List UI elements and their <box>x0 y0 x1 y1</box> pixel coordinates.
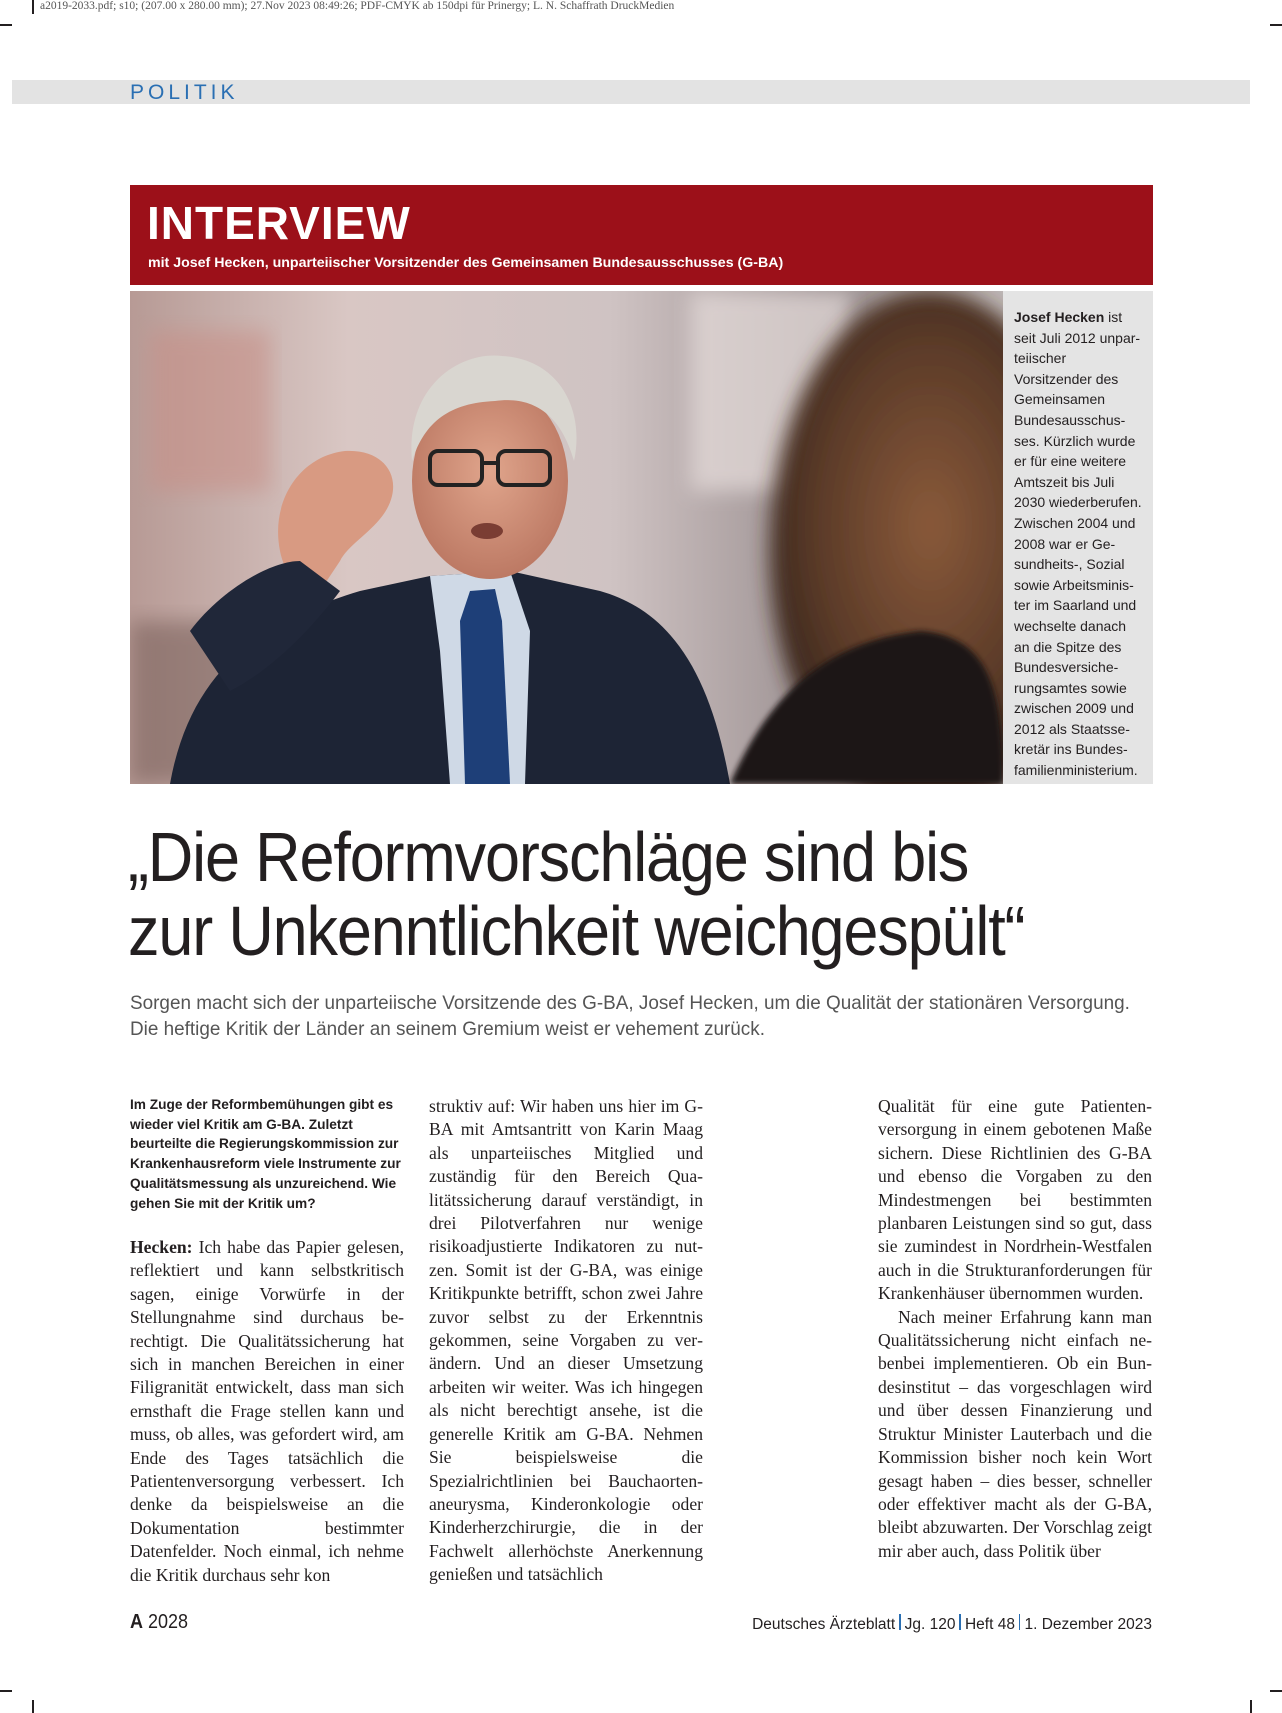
crop-mark-bottom-left-h <box>0 1690 12 1692</box>
crop-mark-bottom-left <box>32 1700 34 1713</box>
interview-banner <box>130 185 1153 285</box>
interview-photo-icon <box>130 291 1003 784</box>
article-column-2 <box>429 1095 703 1587</box>
print-slug: a2019-2033.pdf; s10; (207.00 x 280.00 mm); 27.Nov 2023 08:49:26; PDF-CMYK ab 150dpi für Prinergy; L. N. Schaffrath DruckMedien <box>40 0 675 12</box>
interview-title: INTERVIEW <box>147 197 411 249</box>
article-column-1 <box>130 1236 404 1587</box>
crop-mark-bottom-right <box>1250 1700 1252 1713</box>
crop-mark-bottom-right-h <box>1270 1690 1282 1692</box>
bio-text <box>1014 307 1143 781</box>
page-number <box>130 1610 188 1634</box>
bio-name: Josef Hecken <box>1014 309 1105 325</box>
publication-name: Deutsches Ärzteblatt <box>752 1616 896 1633</box>
crop-mark-top-right-h <box>1270 24 1282 26</box>
headline-line-1: „Die Reformvorschläge sind bis <box>128 818 969 896</box>
crop-mark-top-left <box>32 0 34 14</box>
page-letter: A <box>130 1611 144 1633</box>
bio-body: ist seit Juli 2012 unparteiischer Vorsitzender des Gemeinsamen Bundesausschusses. Kürzlich wurde er für eine weitere Amtszeit bis Juli 2030 wiederberufen. Zwischen 2004 und 2008 war er Gesundheits-, Sozial sowie Arbeitsminister im Saarland und wechselte danach an die Spitze des Bundesversicherungsamtes sowie zwischen 2009 und 2012 als Staatssekretär ins Bundesfamilienministerium. <box>1014 309 1142 779</box>
footer-separator <box>899 1614 901 1630</box>
headline <box>128 820 1118 968</box>
answer-paragraph <box>130 1236 404 1587</box>
interview-subtitle: mit Josef Hecken, unparteiischer Vorsitzender des Gemeinsamen Bundesausschusses (G-BA) <box>148 255 784 271</box>
crop-mark-top-left-h <box>0 24 12 26</box>
headline-line-2: zur Unkenntlichkeit weichgespült“ <box>128 892 1025 970</box>
lead-text: Sorgen macht sich der unparteiische Vorsitzende des G-BA, Josef Hecken, um die Qualität der stationären Versorgung. Die heftige Kritik der Länder an seinem Gremium weist er vehement zurück. <box>130 992 1130 1040</box>
publication-date: 1. Dezember 2023 <box>1024 1616 1152 1633</box>
answer-text-col3-p1: Qualität für eine gute Patientenversorgung in einem gebotenen Maße sichern. Diese Richtlinien des G-BA und ebenso die Vorgaben zu den Mindestmengen bei bestimmten planbaren Leistungen sind so gut, dass sie zumindest in Nordrhein-Westfalen auch in die Strukturanforderungen für Krankenhäuser übernommen wurden. <box>878 1096 1152 1304</box>
answer-text-col2: struktiv auf: Wir haben uns hier im G-BA mit Amtsantritt von Karin Maag als unparteiisches Mitglied und zuständig für den Bereich Qualitätssicherung darauf verständigt, in drei Pilotverfahren nur wenige risikoadjustierte Indikatoren zu nutzen. Somit ist der G-BA, was einige Kritikpunkte betrifft, schon zwei Jahre zuvor selbst zu der Erkenntnis gekommen, seine Vorgaben zu verändern. Und an dieser Umsetzung arbeiten wir weiter. Was ich hingegen als nicht berechtigt ansehe, ist die generelle Kritik am G-BA. Nehmen Sie beispielsweise die Spezialrichtlinien bei Bauchaortenaneurysma, Kinderonkologie oder Kinderherzchirurgie, die in der Fachwelt allerhöchste Anerkennung genießen und tatsächlich <box>429 1096 703 1585</box>
footer-publication <box>752 1614 1152 1635</box>
answer-text-col1: Ich habe das Papier gelesen, reflektiert und kann selbstkritisch sagen, einige Vorwürfe in der Stellungnahme sind durchaus berechtigt. Die Qualitätssicherung hat sich in manchen Bereichen in einer Filigranität entwickelt, dass man sich ernsthaft die Frage stellen kann und muss, ob alles, was gefordert wird, am Ende des Tages tatsächlich die Patientenversorgung verbessert. Ich denke da beispielsweise an die Dokumentation bestimmter Datenfelder. Noch einmal, ich nehme die Kritik durchaus sehr kon <box>130 1237 404 1585</box>
bio-box <box>1003 291 1153 784</box>
interview-question: Im Zuge der Reformbemühungen gibt es wieder viel Kritik am G-BA. Zuletzt beurteilte die Regierungskommission zur Krankenhausreform viele Instrumente zur Qualitätsmessung als unzureichend. Wie gehen Sie mit der Kritik um? <box>130 1097 401 1211</box>
footer-separator <box>1019 1614 1021 1630</box>
article-column-3 <box>878 1095 1152 1563</box>
footer-separator <box>959 1614 961 1630</box>
publication-volume: Jg. 120 <box>904 1616 956 1633</box>
page-number-value: 2028 <box>148 1611 189 1633</box>
speaker-label: Hecken: <box>130 1237 193 1257</box>
section-label: POLITIK <box>130 81 239 104</box>
publication-issue: Heft 48 <box>964 1616 1015 1633</box>
answer-text-col3-p2: Nach meiner Erfahrung kann man Qualitätssicherung nicht einfach nebenbei implementieren. Ob ein Bundesinstitut – das vorgeschlagen wird und über dessen Finanzierung und Struktur Minister Lauterbach und die Kommission bisher noch kein Wort gesagt haben – dies besser, schneller oder effektiver macht als der G-BA, bleibt abzuwarten. Der Vorschlag zeigt mir aber auch, dass Politik über <box>878 1306 1152 1561</box>
